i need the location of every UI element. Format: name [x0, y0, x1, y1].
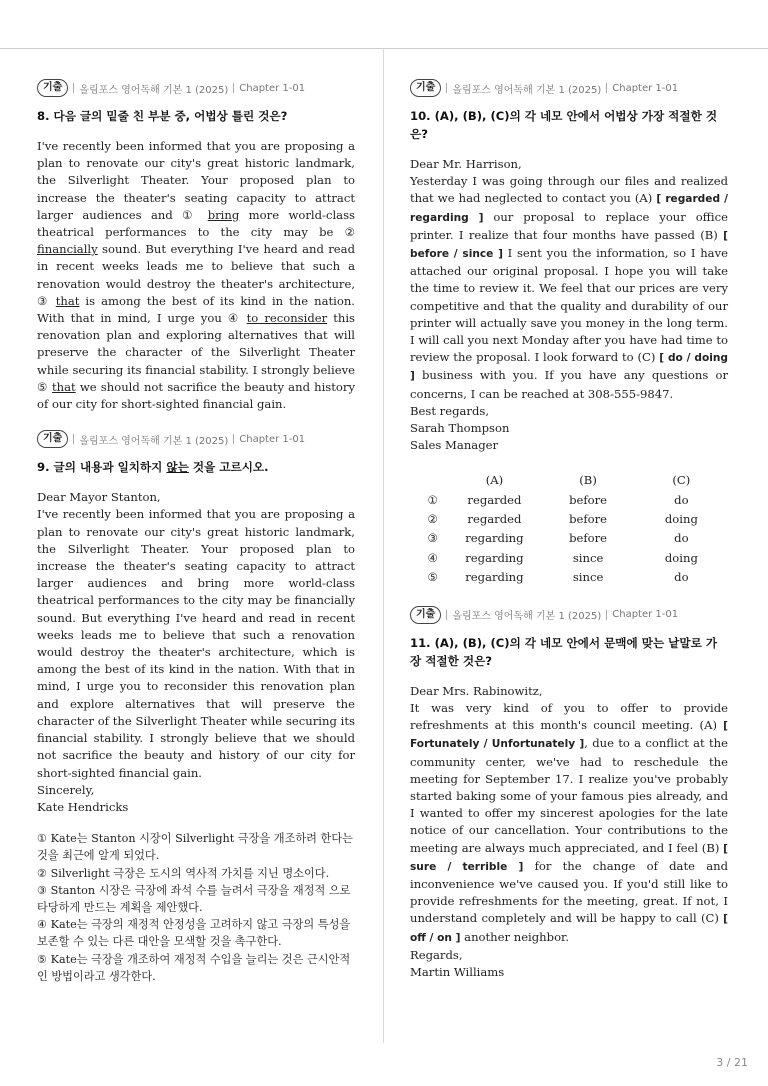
passage-text: more world-class theatrical performances to the city may be ②: [37, 207, 355, 240]
underlined-word: bring: [207, 207, 240, 222]
option-number: ②: [427, 511, 438, 526]
choice: ② Silverlight 극장은 도시의 역사적 가치를 지닌 명소이다.: [37, 866, 330, 880]
passage-text: our proposal to replace your office printer. I realize that four months have passed (B): [410, 209, 728, 242]
table-cell: do: [674, 531, 689, 546]
column-header: (C): [672, 473, 691, 488]
separator: [73, 434, 74, 444]
passage-text: another neighbor.: [460, 929, 570, 944]
choice: ④ Kate는 극장의 재정적 안정성을 고려하지 않고 극장의 특성을 보존할 수 있는 다른 대안을 모색할 것을 촉구한다.: [37, 918, 351, 949]
letter-body: [410, 173, 728, 403]
choice: ⑤ Kate는 극장을 개조하여 재정적 수입을 늘리는 것은 근시안적인 방법이라고 생각한다.: [37, 952, 351, 983]
exam-badge: 기출: [410, 606, 441, 624]
question-10: [410, 78, 728, 587]
separator: [446, 610, 447, 620]
table-cell: regarding: [465, 570, 524, 585]
underlined-word: that: [52, 379, 76, 394]
column-divider: [383, 48, 384, 1043]
table-header-row: [418, 470, 728, 489]
table-cell: doing: [664, 511, 698, 526]
table-cell: doing: [664, 550, 698, 565]
choice: ③ Stanton 시장은 극장에 좌석 수를 늘려서 극장을 재정적 으로 타당하게 만드는 계획을 제안했다.: [37, 883, 351, 914]
table-cell: regarding: [465, 531, 524, 546]
table-row: [418, 509, 728, 528]
source-book: 올림포스 영어독해 기본 1 (2025): [452, 84, 602, 96]
answer-options-table: [418, 470, 728, 586]
passage-text: I sent you the information, so I have attached our original proposal. I hope you will take the time to review it. We feel that our prices are very competitive and that the quality and durability of our printer will actually save you money in the long term. I will call you next Monday after you have had time to review the proposal. I look forward to (C): [410, 246, 728, 365]
separator: [73, 83, 74, 93]
passage-text: for the change of date and inconvenience we've caused you. If you'd still like to provide refreshments for the meeting, great. If not, I understand completely and will be happy to call (C): [410, 858, 728, 926]
source-chapter: Chapter 1-01: [612, 609, 679, 621]
column-header: (B): [579, 473, 597, 488]
choice-box: [ before / since ]: [410, 229, 728, 261]
top-rule: [0, 48, 768, 49]
table-cell: do: [674, 492, 689, 507]
exam-badge: 기출: [37, 79, 68, 97]
source-chapter: Chapter 1-01: [239, 433, 306, 445]
choice-box: [ do / doing ]: [410, 352, 728, 383]
question-8: [37, 78, 355, 413]
letter-greeting: Dear Mr. Harrison,: [410, 157, 522, 171]
source-chapter: Chapter 1-01: [239, 82, 306, 94]
table-row: [418, 567, 728, 586]
table-cell: regarded: [467, 511, 522, 526]
title-text: 9. 글의 내용과 일치하지: [37, 460, 167, 475]
passage-text: this renovation plan and exploring alternatives that will preserve the character of the Silverlight Theater while securing its financial stability. I strongly believe ⑤: [37, 311, 355, 394]
source-book: 올림포스 영어독해 기본 1 (2025): [452, 611, 602, 623]
table-row: [418, 490, 728, 509]
choice-box: [ Fortunately / Unfortunately ]: [410, 720, 728, 751]
separator: [233, 83, 234, 93]
table-cell: since: [572, 570, 604, 585]
letter-greeting: Dear Mrs. Rabinowitz,: [410, 683, 543, 698]
separator: [446, 83, 447, 93]
question-source-header: [410, 605, 728, 625]
question-title: 11. (A), (B), (C)의 각 네모 안에서 문맥에 맞는 낱말로 가장 적절한 것은?: [410, 635, 718, 668]
passage: [410, 156, 728, 454]
question-title: 8. 다음 글의 밑줄 친 부분 중, 어법상 틀린 것은?: [37, 109, 288, 123]
question-11: [410, 605, 728, 981]
option-number: ⑤: [427, 570, 438, 585]
passage-text: we should not sacrifice the beauty and history of our city for short-sighted financial gain.: [37, 379, 355, 412]
source-book: 올림포스 영어독해 기본 1 (2025): [79, 84, 229, 96]
letter-body: [410, 700, 728, 947]
option-number: ①: [427, 492, 438, 507]
question-9: [37, 429, 355, 985]
left-column: [37, 78, 355, 985]
option-number: ④: [427, 550, 438, 565]
passage-text: business with you. If you have any questions or concerns, I can be reached at 308-555-9847.: [410, 368, 728, 401]
separator: [606, 610, 607, 620]
separator: [606, 83, 607, 93]
option-number: ③: [427, 531, 438, 546]
letter-closing: Regards,: [410, 947, 463, 962]
table-row: [418, 529, 728, 548]
table-cell: do: [674, 570, 689, 585]
underlined-word: financially: [37, 242, 98, 257]
table-row: [418, 548, 728, 567]
question-source-header: [410, 78, 728, 98]
passage-text: It was very kind of you to offer to provide refreshments at this month's council meeting. (A): [410, 701, 728, 733]
source-chapter: Chapter 1-01: [612, 82, 679, 94]
table-cell: regarded: [467, 492, 522, 507]
title-underlined: 않는: [166, 460, 189, 475]
separator: [233, 434, 234, 444]
question-title: 10. (A), (B), (C)의 각 네모 안에서 어법상 가장 적절한 것은?: [410, 109, 718, 141]
letter-body: I've recently been informed that you are proposing a plan to renovate our city's great historic landmark, the Silverlight Theater. Your proposed plan to increase the theater's seating capacity to attract larger audiences and bring more world-class theatrical performances to the city may be financially sound. But everything I've heard and read in recent weeks leads me to believe that such a renovation would destroy the theater's architecture, which is among the best of its kind in the nation. With that in mind, I urge you to reconsider this renovation plan and explore alternatives that will preserve the character of the Silverlight Theater while securing its financial stability. I strongly believe that we should not sacrifice the beauty and history of our city for short-sighted financial gain.: [37, 507, 355, 780]
choice-box: [ sure / terrible ]: [410, 842, 728, 873]
passage-text: , due to a conflict at the community center, we've had to reschedule the meeting for September 17. I realize you've probably started baking some of your famous pies already, and I wanted to offer my sincerest apologies for the late notice of our cancellation. Your contributions to the meeting are always much appreciated, and I feel (B): [410, 736, 728, 855]
question-source-header: [37, 429, 355, 449]
question-title: [37, 458, 355, 476]
question-source-header: [37, 78, 355, 98]
passage-text: Yesterday I was going through our files and realized that we had neglected to contact you (A): [410, 174, 728, 206]
page-number: 3 / 21: [716, 1056, 748, 1069]
letter-greeting: Dear Mayor Stanton,: [37, 490, 161, 505]
passage: [410, 683, 728, 981]
letter-closing: Best regards,: [410, 403, 490, 418]
passage-text: sound. But everything I've heard and read in recent weeks leads me to believe that such a renovation would destroy the theater's architecture, ③: [37, 242, 355, 308]
passage: [37, 489, 355, 816]
letter-closing: Sincerely,: [37, 782, 95, 797]
letter-signature: Sarah Thompson: [410, 421, 510, 436]
table-cell: before: [569, 531, 608, 546]
letter-signature: Martin Williams: [410, 965, 505, 980]
source-book: 올림포스 영어독해 기본 1 (2025): [79, 435, 229, 447]
table-cell: regarding: [465, 550, 524, 565]
choice-box: [ regarded / regarding ]: [410, 193, 728, 224]
underlined-word: to reconsider: [246, 311, 328, 326]
column-header: (A): [485, 473, 504, 488]
choice-box: [ off / on ]: [410, 913, 728, 944]
passage-text: is among the best of its kind in the nation. With that in mind, I urge you ④: [37, 293, 355, 326]
right-column: [410, 78, 728, 981]
answer-choices: [37, 830, 355, 985]
exam-badge: 기출: [410, 79, 441, 97]
passage-text: I've recently been informed that you are proposing a plan to renovate our city's great historic landmark, the Silverlight Theater. Your proposed plan to increase the theater's seating capacity to attract larger audiences and ①: [37, 139, 355, 222]
table-cell: before: [569, 511, 608, 526]
exam-badge: 기출: [37, 430, 68, 448]
title-text: 것을 고르시오.: [188, 460, 269, 475]
letter-signature: Kate Hendricks: [37, 799, 129, 814]
underlined-word: that: [55, 293, 80, 308]
passage: [37, 138, 355, 413]
letter-role: Sales Manager: [410, 438, 499, 453]
table-cell: before: [569, 492, 608, 507]
choice: ① Kate는 Stanton 시장이 Silverlight 극장을 개조하려 한다는 것을 최근에 알게 되었다.: [37, 832, 353, 863]
table-cell: since: [572, 550, 604, 565]
